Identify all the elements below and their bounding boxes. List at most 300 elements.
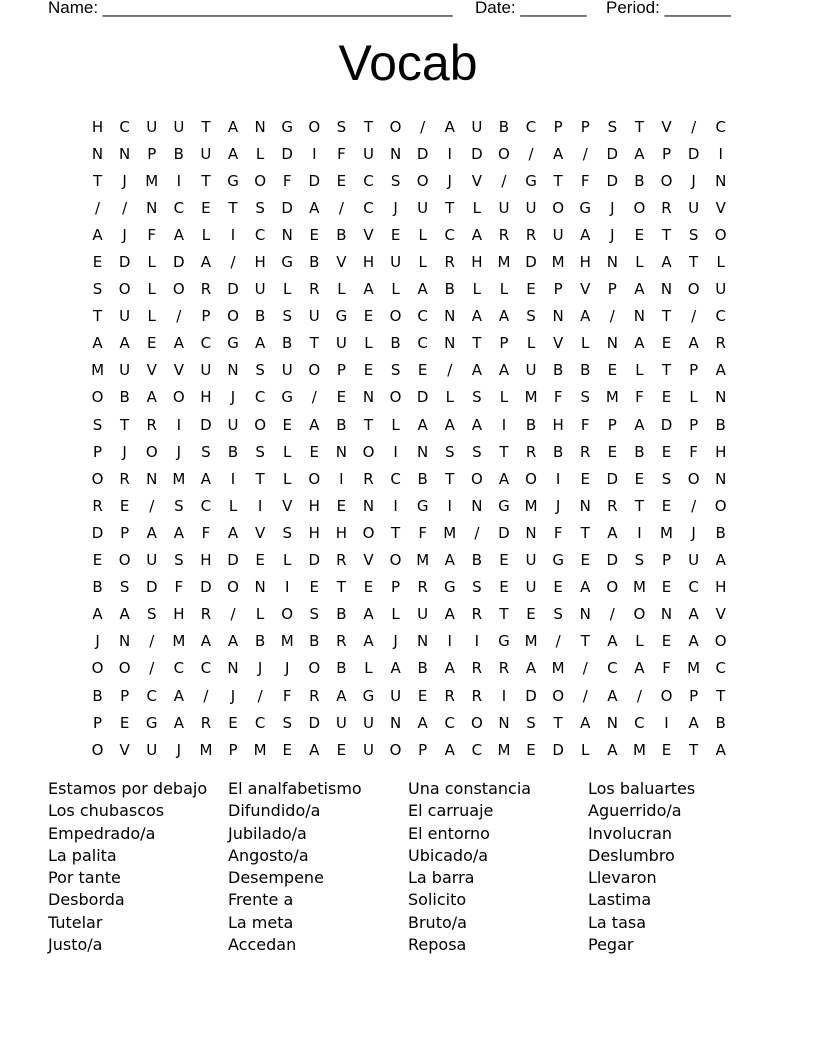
grid-cell: O	[172, 388, 185, 407]
grid-cell: L	[445, 388, 454, 407]
grid-cell: J	[447, 171, 452, 190]
grid-cell: A	[607, 523, 618, 542]
grid-cell: T	[228, 198, 238, 217]
word-list-item: El entorno	[408, 823, 490, 843]
grid-cell: E	[363, 361, 374, 380]
grid-cell: B	[715, 713, 726, 732]
grid-cell: D	[687, 144, 700, 163]
grid-cell: U	[119, 307, 131, 326]
grid-cell: E	[119, 713, 130, 732]
student-info-header	[48, 0, 748, 20]
grid-cell: D	[200, 415, 212, 434]
grid-cell: /	[582, 686, 588, 705]
grid-cell: V	[715, 605, 726, 624]
grid-cell: D	[552, 740, 564, 759]
grid-cell: S	[661, 469, 672, 488]
grid-cell: B	[390, 334, 401, 353]
grid-cell: M	[524, 496, 538, 515]
grid-cell: /	[447, 361, 453, 380]
grid-cell: M	[443, 523, 457, 542]
grid-cell: I	[176, 171, 182, 190]
grid-cell: A	[688, 632, 699, 651]
word-list-item: Justo/a	[48, 935, 103, 955]
grid-cell: N	[254, 117, 266, 136]
grid-cell: G	[227, 334, 239, 353]
grid-cell: A	[146, 388, 157, 407]
grid-cell: U	[688, 551, 700, 570]
grid-cell: I	[393, 442, 398, 461]
grid-cell: D	[471, 144, 483, 163]
word-list	[48, 779, 768, 957]
grid-cell: A	[173, 334, 184, 353]
grid-cell: R	[498, 659, 510, 678]
grid-cell: D	[200, 578, 212, 597]
date-field-label: Date: _______	[475, 0, 587, 17]
word-list-item: Accedan	[228, 935, 297, 955]
grid-cell: O	[687, 469, 700, 488]
word-list-item: Involucran	[588, 823, 673, 843]
grid-cell: P	[580, 117, 590, 136]
grid-cell: A	[498, 469, 510, 488]
grid-cell: R	[309, 280, 320, 299]
grid-cell: A	[92, 225, 103, 244]
grid-cell: /	[555, 632, 561, 651]
grid-cell: L	[635, 632, 644, 651]
grid-cell: C	[688, 578, 699, 597]
grid-cell: F	[418, 523, 427, 542]
grid-cell: H	[579, 253, 591, 272]
grid-cell: S	[472, 442, 482, 461]
grid-cell: E	[417, 686, 428, 705]
grid-cell: A	[471, 415, 482, 434]
grid-cell: A	[200, 632, 212, 651]
grid-cell: L	[364, 659, 373, 678]
grid-cell: B	[715, 523, 726, 542]
grid-cell: A	[173, 523, 184, 542]
grid-cell: U	[525, 198, 537, 217]
grid-cell: E	[336, 388, 347, 407]
grid-cell: V	[254, 523, 266, 542]
grid-cell: U	[471, 117, 483, 136]
grid-cell: E	[499, 578, 509, 597]
grid-cell: C	[363, 198, 374, 217]
grid-cell: N	[389, 144, 402, 163]
grid-cell: B	[92, 578, 103, 597]
grid-cell: N	[579, 605, 591, 624]
grid-cell: D	[308, 171, 321, 190]
grid-cell: /	[230, 253, 236, 272]
grid-cell: D	[416, 144, 429, 163]
grid-cell: O	[254, 171, 267, 190]
word-list-item: Lastima	[588, 890, 652, 910]
grid-cell: I	[230, 469, 236, 488]
grid-cell: A	[363, 280, 374, 299]
grid-cell: N	[417, 442, 429, 461]
grid-cell: L	[472, 280, 482, 299]
grid-cell: S	[526, 713, 536, 732]
grid-cell: I	[555, 469, 561, 488]
grid-cell: R	[363, 469, 374, 488]
grid-cell: A	[309, 740, 320, 759]
grid-cell: B	[552, 361, 564, 380]
grid-cell: A	[227, 117, 239, 136]
grid-cell: M	[416, 551, 430, 570]
grid-cell: A	[417, 415, 428, 434]
grid-cell: A	[607, 686, 618, 705]
grid-cell: C	[200, 334, 212, 353]
grid-cell: U	[119, 361, 131, 380]
grid-cell: S	[526, 307, 536, 326]
grid-cell: L	[689, 388, 698, 407]
grid-cell: T	[499, 442, 509, 461]
grid-cell: V	[336, 253, 347, 272]
grid-cell: L	[147, 253, 156, 272]
grid-cell: T	[120, 415, 130, 434]
grid-cell: E	[146, 334, 157, 353]
grid-cell: D	[606, 144, 619, 163]
grid-cell: C	[444, 225, 455, 244]
grid-cell: M	[632, 740, 646, 759]
grid-cell: R	[525, 225, 537, 244]
grid-cell: D	[118, 253, 131, 272]
grid-cell: A	[173, 686, 184, 705]
grid-cell: P	[228, 740, 238, 759]
grid-cell: A	[715, 361, 726, 380]
grid-cell: F	[553, 523, 563, 542]
grid-cell: I	[474, 632, 480, 651]
grid-cell: J	[691, 523, 696, 542]
word-list-item: La meta	[228, 912, 294, 932]
grid-cell: H	[308, 523, 320, 542]
grid-cell: E	[661, 632, 672, 651]
grid-cell: T	[201, 171, 211, 190]
grid-cell: D	[91, 523, 104, 542]
grid-cell: A	[390, 659, 401, 678]
grid-cell: R	[661, 198, 672, 217]
grid-cell: E	[661, 442, 672, 461]
grid-cell: S	[174, 496, 184, 515]
grid-cell: C	[417, 307, 428, 326]
word-list-item: Desborda	[48, 890, 125, 910]
grid-cell: T	[634, 496, 644, 515]
grid-cell: T	[580, 523, 590, 542]
grid-cell: L	[635, 253, 644, 272]
grid-cell: L	[499, 280, 509, 299]
grid-cell: V	[173, 361, 184, 380]
grid-cell: U	[498, 198, 510, 217]
grid-cell: U	[552, 225, 564, 244]
word-list-item: Llevaron	[588, 868, 657, 888]
word-list-item: Por tante	[48, 868, 121, 888]
grid-cell: U	[390, 253, 402, 272]
grid-cell: B	[580, 361, 591, 380]
grid-cell: G	[227, 171, 239, 190]
grid-cell: U	[200, 144, 212, 163]
grid-cell: /	[582, 144, 588, 163]
grid-cell: A	[119, 334, 130, 353]
grid-cell: S	[580, 388, 590, 407]
grid-cell: H	[362, 253, 375, 272]
grid-cell: L	[581, 740, 590, 759]
word-list-item: La palita	[48, 845, 117, 865]
grid-cell: /	[691, 117, 697, 136]
word-list-item: Una constancia	[408, 779, 532, 798]
grid-cell: R	[336, 632, 347, 651]
grid-cell: A	[444, 740, 455, 759]
grid-cell: A	[363, 605, 374, 624]
grid-cell: E	[119, 496, 130, 515]
grid-cell: M	[497, 740, 511, 759]
grid-cell: R	[309, 686, 320, 705]
grid-cell: N	[417, 632, 429, 651]
grid-cell: L	[283, 442, 292, 461]
grid-cell: C	[634, 713, 645, 732]
grid-cell: O	[118, 280, 131, 299]
grid-cell: D	[227, 280, 239, 299]
word-search-grid	[84, 113, 734, 763]
grid-cell: R	[525, 442, 537, 461]
grid-cell: M	[524, 388, 538, 407]
grid-cell: P	[553, 117, 563, 136]
grid-cell: T	[716, 686, 726, 705]
grid-cell: L	[337, 280, 346, 299]
grid-cell: B	[336, 605, 347, 624]
grid-cell: O	[714, 225, 727, 244]
grid-cell: C	[254, 713, 266, 732]
grid-cell: T	[661, 361, 672, 380]
grid-cell: M	[91, 361, 105, 380]
grid-cell: O	[552, 198, 565, 217]
grid-cell: B	[525, 415, 537, 434]
grid-cell: A	[471, 361, 482, 380]
grid-cell: J	[393, 198, 398, 217]
grid-cell: B	[336, 225, 347, 244]
grid-cell: C	[119, 117, 130, 136]
grid-cell: S	[255, 198, 265, 217]
grid-cell: O	[633, 605, 646, 624]
grid-cell: E	[526, 740, 536, 759]
grid-cell: O	[362, 442, 375, 461]
grid-cell: V	[553, 334, 564, 353]
grid-cell: L	[255, 144, 265, 163]
name-field-label: Name: _____________________________________	[48, 0, 453, 17]
grid-cell: P	[147, 144, 157, 163]
grid-cell: O	[118, 551, 131, 570]
grid-cell: O	[389, 307, 402, 326]
grid-cell: E	[661, 578, 672, 597]
grid-cell: T	[445, 469, 455, 488]
grid-cell: O	[660, 686, 673, 705]
grid-cell: R	[146, 415, 157, 434]
grid-cell: J	[176, 740, 182, 759]
grid-cell: A	[119, 605, 130, 624]
grid-cell: P	[93, 713, 103, 732]
grid-cell: E	[580, 551, 590, 570]
grid-cell: S	[634, 551, 645, 570]
grid-cell: A	[444, 117, 455, 136]
grid-cell: S	[282, 713, 292, 732]
grid-cell: A	[607, 740, 618, 759]
grid-cell: F	[147, 225, 157, 244]
grid-cell: S	[390, 361, 401, 380]
grid-cell: F	[689, 442, 698, 461]
page-title: Vocab	[338, 35, 478, 91]
grid-cell: U	[525, 551, 537, 570]
grid-cell: O	[470, 713, 483, 732]
grid-cell: V	[363, 225, 374, 244]
grid-cell: A	[417, 713, 428, 732]
grid-cell: /	[582, 659, 588, 678]
grid-cell: U	[362, 144, 374, 163]
grid-cell: B	[309, 632, 320, 651]
grid-cell: L	[364, 334, 373, 353]
grid-cell: T	[363, 415, 374, 434]
grid-cell: F	[174, 578, 184, 597]
grid-cell: D	[173, 253, 185, 272]
grid-cell: L	[526, 334, 536, 353]
grid-cell: B	[309, 253, 320, 272]
grid-cell: I	[284, 578, 290, 597]
grid-cell: D	[227, 551, 239, 570]
grid-cell: R	[336, 551, 347, 570]
grid-cell: M	[253, 740, 267, 759]
grid-cell: L	[472, 198, 482, 217]
grid-cell: M	[524, 632, 538, 651]
grid-cell: C	[444, 713, 455, 732]
grid-cell: G	[498, 632, 510, 651]
grid-cell: E	[499, 551, 509, 570]
grid-cell: G	[281, 117, 294, 136]
grid-cell: U	[525, 578, 537, 597]
grid-cell: R	[471, 686, 483, 705]
word-list-item: Los baluartes	[588, 779, 696, 798]
grid-cell: T	[336, 578, 346, 597]
grid-cell: A	[444, 605, 455, 624]
grid-cell: H	[200, 551, 212, 570]
grid-cell: R	[444, 253, 455, 272]
grid-cell: S	[282, 523, 292, 542]
grid-cell: N	[715, 171, 727, 190]
grid-cell: S	[336, 117, 347, 136]
grid-cell: U	[146, 117, 158, 136]
grid-cell: /	[122, 198, 128, 217]
grid-cell: O	[389, 740, 402, 759]
grid-cell: H	[254, 253, 266, 272]
grid-cell: M	[497, 253, 511, 272]
grid-cell: N	[715, 388, 727, 407]
grid-cell: D	[525, 686, 537, 705]
grid-cell: A	[661, 253, 672, 272]
grid-cell: S	[472, 388, 482, 407]
grid-cell: T	[92, 171, 103, 190]
grid-cell: U	[715, 280, 727, 299]
grid-cell: I	[447, 496, 452, 515]
grid-cell: O	[714, 496, 727, 515]
grid-cell: T	[92, 307, 103, 326]
grid-cell: B	[336, 659, 347, 678]
grid-cell: N	[362, 496, 375, 515]
grid-cell: G	[416, 496, 429, 515]
grid-cell: N	[146, 198, 158, 217]
grid-cell: T	[309, 334, 319, 353]
grid-cell: P	[689, 686, 699, 705]
grid-cell: T	[499, 605, 509, 624]
grid-cell: C	[254, 388, 266, 407]
grid-cell: O	[254, 415, 267, 434]
grid-cell: D	[606, 469, 619, 488]
grid-cell: T	[445, 198, 455, 217]
grid-cell: V	[119, 740, 130, 759]
grid-cell: G	[498, 496, 510, 515]
grid-cell: E	[607, 442, 618, 461]
grid-cell: J	[122, 225, 127, 244]
grid-cell: O	[687, 280, 700, 299]
word-list-item: Bruto/a	[408, 912, 467, 932]
grid-cell: T	[634, 117, 644, 136]
grid-cell: N	[227, 659, 239, 678]
grid-cell: H	[715, 442, 727, 461]
grid-cell: I	[501, 686, 507, 705]
grid-cell: A	[580, 578, 591, 597]
grid-cell: I	[447, 632, 452, 651]
grid-cell: A	[309, 198, 320, 217]
grid-cell: /	[257, 686, 263, 705]
grid-cell: /	[149, 632, 155, 651]
grid-cell: P	[201, 307, 211, 326]
grid-cell: /	[203, 686, 209, 705]
grid-cell: L	[716, 253, 725, 272]
grid-cell: R	[715, 334, 726, 353]
grid-cell: /	[528, 144, 534, 163]
grid-cell: V	[146, 361, 157, 380]
word-list-item: Angosto/a	[228, 845, 309, 865]
grid-cell: O	[606, 578, 619, 597]
grid-cell: J	[257, 659, 263, 678]
grid-cell: L	[201, 225, 211, 244]
grid-cell: A	[444, 659, 455, 678]
grid-cell: O	[227, 307, 239, 326]
grid-cell: J	[555, 496, 561, 515]
grid-cell: E	[309, 225, 320, 244]
grid-cell: A	[471, 307, 482, 326]
grid-cell: J	[393, 632, 398, 651]
grid-cell: C	[715, 117, 726, 136]
grid-cell: N	[362, 388, 375, 407]
grid-cell: P	[607, 280, 617, 299]
word-list-item: La tasa	[588, 912, 647, 932]
grid-cell: A	[715, 740, 726, 759]
word-list-item: Frente a	[228, 890, 294, 910]
grid-cell: R	[92, 496, 103, 515]
grid-cell: N	[660, 605, 673, 624]
grid-cell: E	[201, 198, 211, 217]
grid-cell: R	[498, 225, 510, 244]
grid-cell: C	[715, 659, 726, 678]
grid-cell: P	[499, 334, 509, 353]
grid-cell: B	[444, 280, 455, 299]
grid-cell: C	[607, 659, 618, 678]
grid-cell: L	[391, 605, 400, 624]
grid-cell: T	[689, 740, 699, 759]
grid-cell: S	[174, 551, 184, 570]
grid-cell: B	[92, 686, 103, 705]
grid-cell: L	[418, 225, 427, 244]
grid-cell: U	[173, 117, 185, 136]
grid-cell: B	[227, 442, 239, 461]
grid-cell: I	[664, 713, 669, 732]
grid-cell: H	[308, 496, 320, 515]
grid-cell: L	[635, 361, 644, 380]
